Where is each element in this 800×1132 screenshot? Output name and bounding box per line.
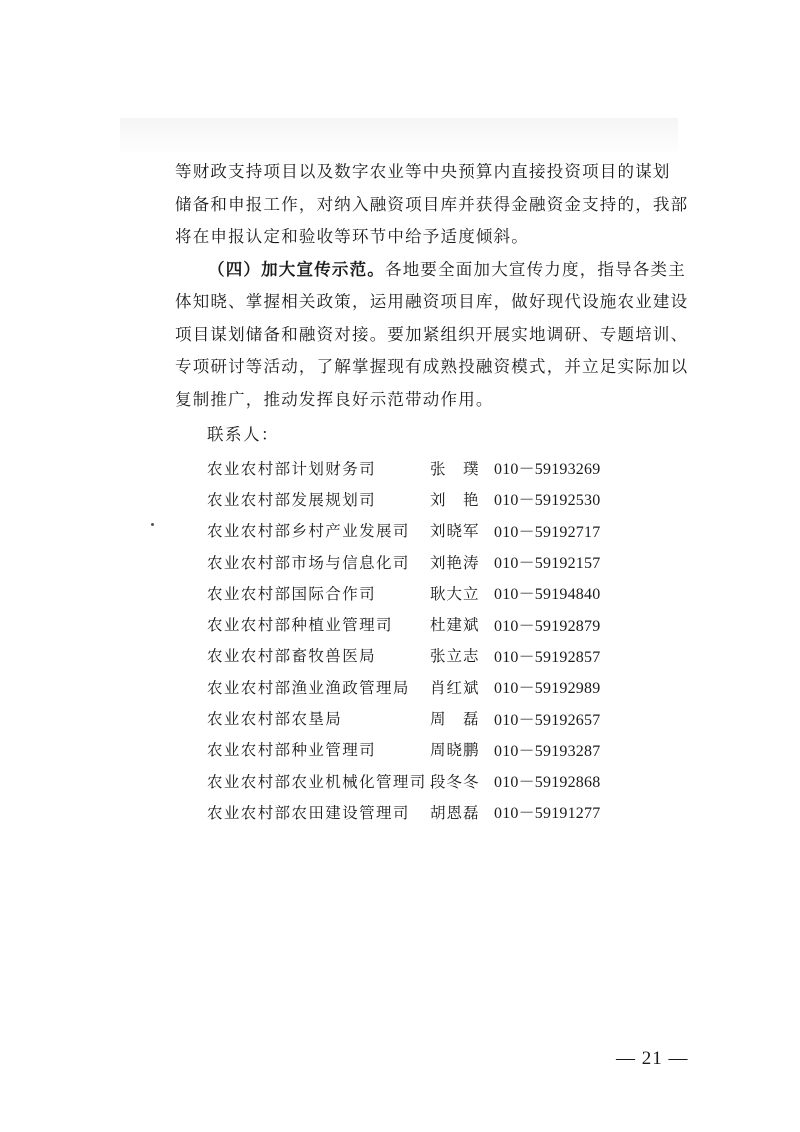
contact-phone: 010－59192857 [494,648,601,666]
contact-row [207,483,627,514]
contact-row [207,734,627,765]
text-line: 储备和申报工作，对纳入融资项目库并获得金融资金支持的，我部 [175,194,689,214]
contacts-label: 联系人： [207,425,279,444]
contact-name: 段冬冬 [430,772,480,791]
contact-phone: 010－59192157 [494,555,601,573]
contact-row [207,577,627,608]
contact-name: 周 磊 [430,710,480,729]
contact-department: 农业农村部农田建设管理司 [207,803,410,822]
contacts-list [207,452,627,828]
contact-name: 胡恩磊 [430,803,480,822]
contact-department: 农业农村部计划财务司 [207,459,377,478]
contact-phone: 010－59192530 [494,492,601,510]
text-line: 将在申报认定和验收等环节中给予适度倾斜。 [175,227,529,246]
contact-name: 刘艳涛 [430,553,480,572]
contact-phone: 010－59191277 [494,805,601,823]
text-run: 各地要全面加大宣传力度，指导各类主 [385,259,686,279]
contact-department: 农业农村部国际合作司 [207,584,377,603]
contact-name: 刘晓军 [430,522,480,541]
contact-phone: 010－59194840 [494,586,601,604]
text-line: 专项研讨等活动，了解掌握现有成熟投融资模式，并立足实际加以 [175,357,689,376]
contact-department: 农业农村部渔业渔政管理局 [207,678,410,697]
section-heading: （四）加大宣传示范。 [208,259,385,279]
text-line: 复制推广，推动发挥良好示范带动作用。 [175,389,494,409]
text-line: 体知晓、掌握相关政策，运用融资项目库，做好现代设施农业建设 [175,292,689,311]
contact-department: 农业农村部种植业管理司 [207,616,393,635]
contact-row [207,546,627,577]
contact-phone: 010－59193287 [494,742,601,760]
text-line: 等财政支持项目以及数字农业等中央预算内直接投资项目的谋划 [175,162,671,181]
contact-name: 张立志 [430,647,480,666]
contact-department: 农业农村部市场与信息化司 [207,553,410,572]
scan-shadow-band [120,118,678,152]
contact-department: 农业农村部发展规划司 [207,490,377,509]
contact-name: 刘 艳 [430,490,480,509]
contact-row [207,765,627,796]
contact-row [207,515,627,546]
contact-name: 耿大立 [430,584,480,603]
contact-name: 肖红斌 [430,678,480,697]
contact-phone: 010－59192879 [494,617,601,635]
contact-department: 农业农村部畜牧兽医局 [207,647,377,666]
contact-department: 农业农村部农垦局 [207,710,343,729]
paragraph-funding-support [175,156,689,254]
contact-row [207,452,627,483]
contact-name: 杜建斌 [430,616,480,635]
body-text [175,156,689,416]
contact-name: 张 璞 [430,459,480,478]
contact-row [207,640,627,671]
scan-speck [151,523,154,526]
contact-row [207,702,627,733]
contact-row [207,796,627,827]
contact-phone: 010－59192717 [494,523,601,541]
paragraph-publicity [175,254,689,417]
contact-row [207,671,627,702]
contact-phone: 010－59193269 [494,461,601,479]
contact-department: 农业农村部种业管理司 [207,741,377,760]
text-line [175,254,686,287]
contact-phone: 010－59192657 [494,711,601,729]
contact-name: 周晓鹏 [430,741,480,760]
contact-department: 农业农村部乡村产业发展司 [207,522,410,541]
text-line: 项目谋划储备和融资对接。要加紧组织开展实地调研、专题培训、 [175,324,689,344]
contact-phone: 010－59192989 [494,680,601,698]
page-number: — 21 — [616,1048,689,1069]
contact-phone: 010－59192868 [494,774,601,792]
contact-department: 农业农村部农业机械化管理司 [207,772,427,791]
contact-row [207,608,627,639]
